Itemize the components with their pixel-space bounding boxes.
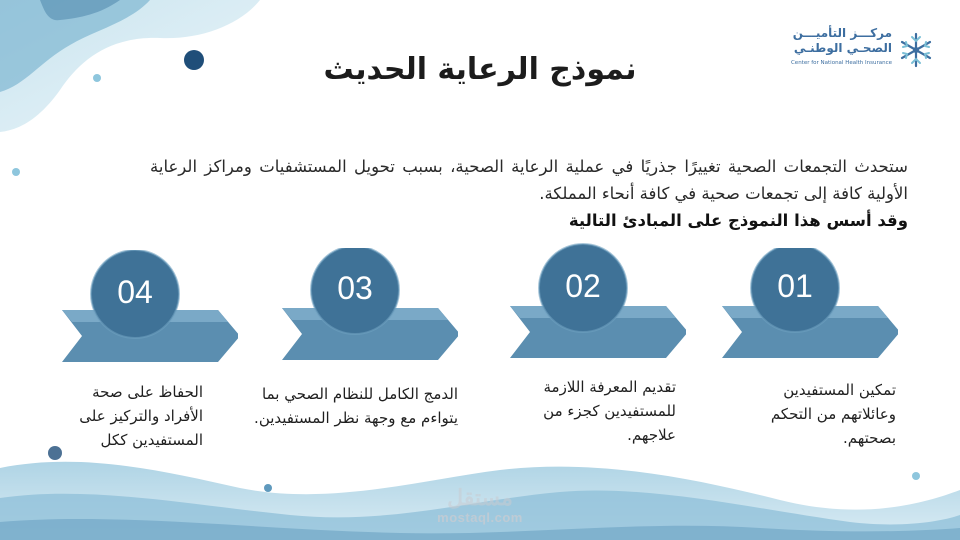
watermark-arabic: مستقل xyxy=(447,485,513,510)
slide-title: نموذج الرعاية الحديث xyxy=(323,52,637,87)
principle-card-02 xyxy=(506,242,686,482)
ribbon-arrow-icon xyxy=(718,248,898,368)
principle-card-01 xyxy=(718,248,898,488)
principle-text: الدمج الكامل للنظام الصحي بما يتواءم مع وجهة نظر المستفيدين. xyxy=(254,385,458,427)
principle-text: الحفاظ على صحة الأفراد والتركيز على المستفيدين ككل xyxy=(79,383,203,449)
intro-text: ستحدث التجمعات الصحية تغييرًا جذريًا في عملية الرعاية الصحية، بسبب تحويل المستشفيات ومراكز الرعاية الأولية كافة إلى تجمعات صحية في كافة أنحاء المملكة. xyxy=(150,157,908,203)
principle-text: تمكين المستفيدين وعائلاتهم من التحكم بصحتهم. xyxy=(770,381,896,447)
principle-number: 04 xyxy=(117,274,153,310)
logo-line2: الصحـي الوطنـي xyxy=(793,41,892,55)
snowflake-emblem-icon xyxy=(896,30,936,70)
watermark-url: mostaql.com xyxy=(437,510,523,525)
principle-card-04 xyxy=(58,250,238,490)
logo-line1: مركـــز التأميـــن xyxy=(792,26,892,40)
logo xyxy=(786,26,936,76)
logo-english: Center for National Health Insurance xyxy=(790,60,892,66)
principle-text: تقديم المعرفة اللازمة للمستفيدين كجزء من علاجهم. xyxy=(543,378,676,444)
principle-card-03 xyxy=(254,248,458,488)
intro-lead: وقد أسس هذا النموذج على المبادئ التالية xyxy=(568,211,908,230)
ribbon-arrow-icon xyxy=(278,248,458,368)
principle-number: 03 xyxy=(337,270,373,306)
watermark xyxy=(418,486,542,525)
intro-paragraph xyxy=(150,153,908,234)
principle-number: 01 xyxy=(777,268,813,304)
principle-number: 02 xyxy=(565,268,601,304)
